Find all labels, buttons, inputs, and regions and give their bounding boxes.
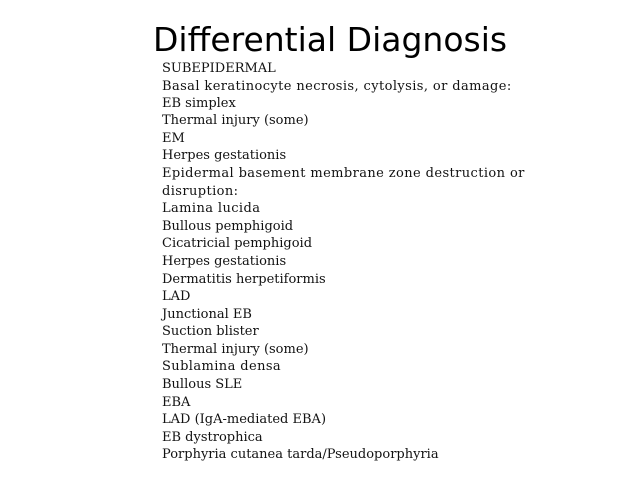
list-item: Thermal injury (some) [162,113,309,128]
list-item: Bullous pemphigoid [162,219,294,234]
diagnosis-text-image [162,60,525,462]
list-item: SUBEPIDERMAL [162,61,276,76]
list-item: Herpes gestationis [162,148,287,163]
list-item: Bullous SLE [162,377,243,392]
list-item: LAD [162,289,191,304]
list-item: LAD (IgA-mediated EBA) [162,412,327,427]
list-item: Herpes gestationis [162,254,287,269]
list-item: Suction blister [162,324,259,339]
list-item: Basal keratinocyte necrosis, cytolysis, or damage: [162,79,512,94]
list-item: Epidermal basement membrane zone destruction or [162,166,525,181]
list-item: Sublamina densa [162,359,282,374]
list-item: Cicatricial pemphigoid [162,236,313,251]
list-item: disruption: [162,184,239,199]
list-item: Lamina lucida [162,201,261,216]
list-item: EB dystrophica [162,430,263,445]
list-item: Thermal injury (some) [162,342,309,357]
list-item: Dermatitis herpetiformis [162,272,326,287]
list-item: Porphyria cutanea tarda/Pseudoporphyria [162,447,439,462]
slide-title: Differential Diagnosis [153,20,508,59]
list-item: EM [162,131,185,146]
list-item: EBA [162,395,191,410]
list-item: Junctional EB [162,307,252,322]
list-item: EB simplex [162,96,236,111]
